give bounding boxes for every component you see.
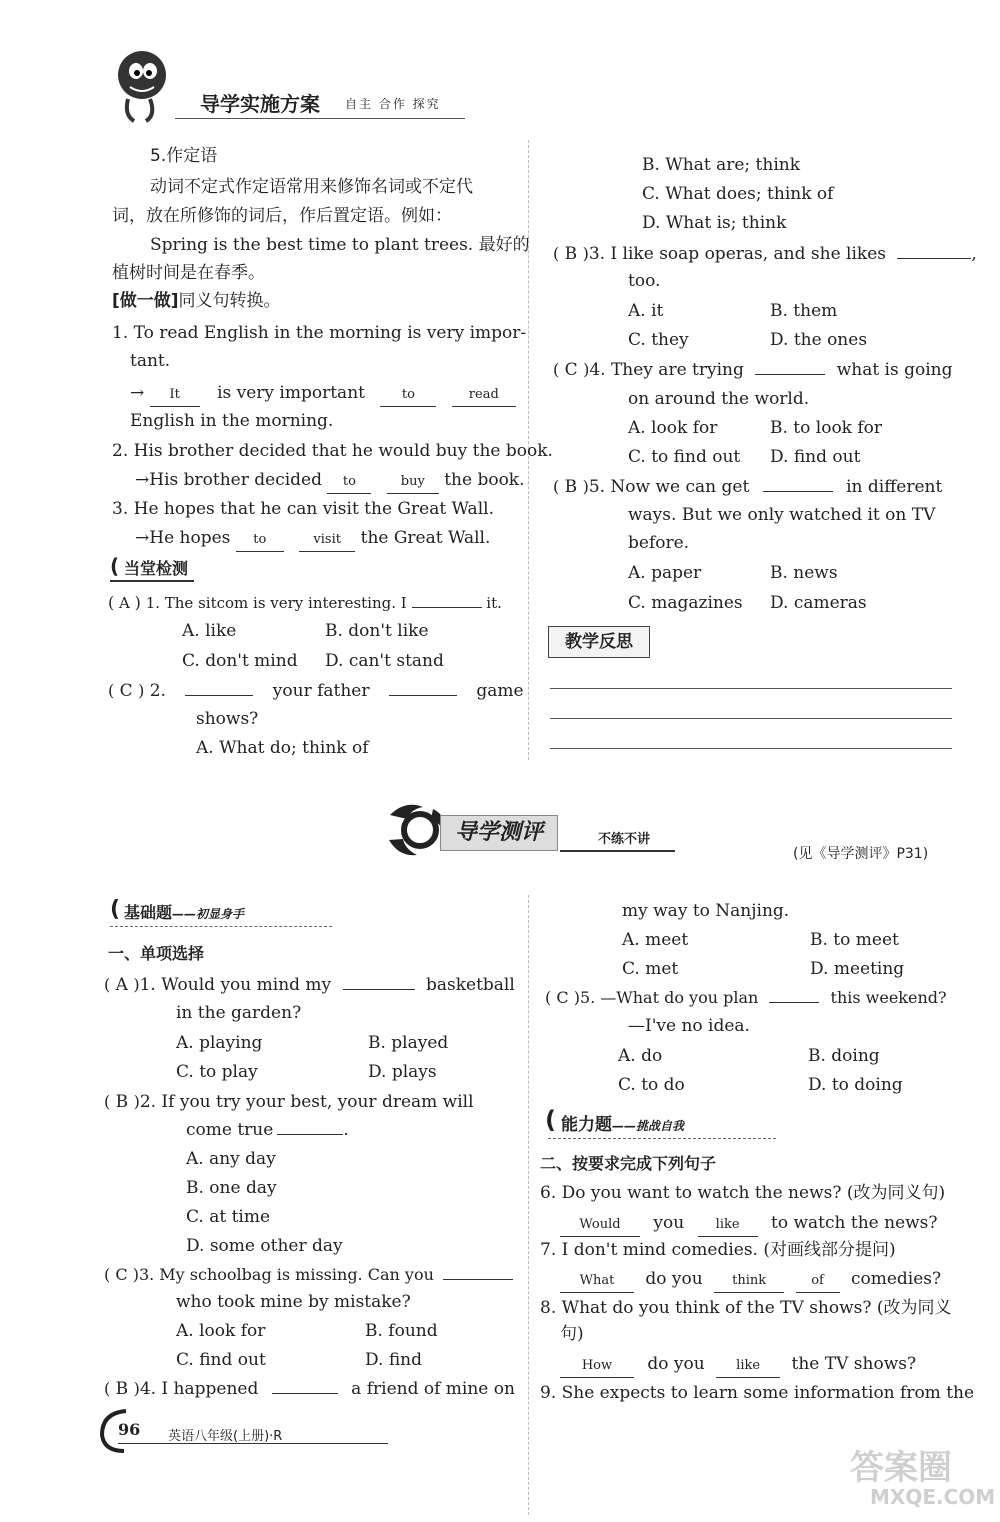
section-ability: ( 能力题——挑战自我: [545, 1106, 685, 1135]
option: D. find out: [770, 447, 861, 467]
answer-mark: C: [119, 681, 133, 701]
watermark-url: MXQE.COM: [870, 1485, 996, 1509]
rewrite-q1-cont: tant.: [130, 351, 171, 371]
basic-q4-cont: my way to Nanjing.: [622, 901, 790, 921]
answer-mark: C: [564, 360, 578, 380]
grammar-example: Spring is the best time to plant trees. 最好的: [150, 235, 530, 255]
part-heading: 一、单项选择: [108, 944, 205, 963]
option: C. don't mind: [182, 651, 298, 671]
doit-text: 同义句转换。: [178, 291, 281, 311]
answer-blank: to: [236, 529, 284, 552]
reflection-line: [550, 748, 952, 749]
grammar-text-1: 动词不定式作定语常用来修饰名词或不定代: [150, 177, 473, 197]
option: C. to play: [176, 1062, 258, 1082]
ability-q7: 7. I don't mind comedies. (对画线部分提问): [540, 1240, 896, 1260]
mascot-icon: [110, 45, 170, 115]
option: A. meet: [622, 930, 689, 950]
option: A. like: [182, 621, 237, 641]
answer-blank: It: [150, 384, 200, 407]
page-number: 96: [118, 1420, 141, 1439]
banner-title: 导学测评: [440, 815, 558, 851]
option: B. played: [368, 1033, 449, 1053]
answer-mark: B: [115, 1379, 129, 1399]
answer-blank: read: [452, 384, 516, 407]
footer-book-title: 英语八年级(上册)·R: [168, 1429, 283, 1444]
option: C. find out: [176, 1350, 266, 1370]
ability-q8-cont: 句): [560, 1324, 584, 1344]
rewrite-q1-answer-line: → It is very important to read: [130, 382, 516, 407]
option: D. to doing: [808, 1075, 903, 1095]
header-rule: [175, 118, 465, 119]
option: B. one day: [186, 1178, 277, 1198]
reflection-line: [550, 718, 952, 719]
basic-q5-cont: —I've no idea.: [628, 1016, 750, 1036]
option: B. doing: [808, 1046, 880, 1066]
basic-q4: ( B )4. I happened a friend of mine on: [104, 1379, 515, 1399]
ability-q8: 8. What do you think of the TV shows? (改为同义: [540, 1298, 952, 1318]
option: B. to look for: [770, 418, 883, 438]
answer-mark: C: [115, 1265, 128, 1284]
ability-q9: 9. She expects to learn some information from the: [540, 1383, 975, 1403]
answer-blank: buy: [387, 471, 439, 494]
option: D. the ones: [770, 330, 868, 350]
option: B. What are; think: [642, 155, 801, 175]
option: D. plays: [368, 1062, 437, 1082]
option: A. look for: [628, 418, 718, 438]
classcheck-q3-cont: too.: [628, 271, 661, 291]
watermark-logo: 答案圈: [850, 1448, 952, 1488]
banner-subtitle: 不练不讲: [598, 832, 651, 847]
option: D. meeting: [810, 959, 905, 979]
basic-q3-cont: who took mine by mistake?: [176, 1292, 411, 1312]
option: C. at time: [186, 1207, 271, 1227]
section-rule: [548, 1138, 776, 1139]
answer-mark: A: [119, 594, 130, 612]
section-rule: [110, 926, 332, 927]
basic-q2-cont: come true .: [186, 1120, 349, 1140]
option: C. magazines: [628, 593, 743, 613]
classcheck-q5: ( B )5. Now we can get in different: [553, 477, 943, 497]
answer-blank: to: [327, 471, 371, 494]
answer-blank: to: [380, 384, 436, 407]
basic-q1: ( A )1. Would you mind my basketball: [104, 975, 515, 995]
option: C. to do: [618, 1075, 685, 1095]
option: D. What is; think: [642, 213, 787, 233]
grammar-heading: 5.作定语: [150, 146, 218, 166]
ability-q6: 6. Do you want to watch the news? (改为同义句): [540, 1183, 946, 1203]
reflection-label: 教学反思: [548, 626, 650, 658]
option: C. they: [628, 330, 689, 350]
answer-mark: A: [115, 975, 128, 995]
rewrite-q3: 3. He hopes that he can visit the Great Wall.: [112, 499, 494, 519]
grammar-text-2: 词，放在所修饰的词后，作后置定语。例如：: [112, 206, 452, 226]
classcheck-q5-cont2: before.: [628, 533, 690, 553]
classcheck-q5-cont: ways. But we only watched it on TV: [628, 505, 936, 525]
section-basic: ( 基础题——初显身手: [110, 897, 245, 922]
option: A. paper: [628, 563, 702, 583]
answer-blank: visit: [299, 529, 355, 552]
basic-q5: ( C )5. —What do you plan this weekend?: [545, 988, 947, 1007]
option: A. playing: [176, 1033, 263, 1053]
rewrite-q1-end: English in the morning.: [130, 411, 334, 431]
option: A. look for: [176, 1321, 266, 1341]
classcheck-q2-cont: shows?: [196, 709, 259, 729]
reflection-line: [550, 688, 952, 689]
section-class-check: ( 当堂检测: [110, 556, 194, 582]
basic-q2: ( B )2. If you try your best, your dream will: [104, 1092, 474, 1112]
header-title: 导学实施方案: [200, 92, 320, 116]
rewrite-q1: 1. To read English in the morning is very impor-: [112, 323, 527, 343]
basic-q1-cont: in the garden?: [176, 1003, 302, 1023]
option: D. find: [365, 1350, 423, 1370]
classcheck-q1: ( A ) 1. The sitcom is very interesting. I it.: [108, 593, 502, 612]
option: D. cameras: [770, 593, 867, 613]
part-heading: 二、按要求完成下列句子: [540, 1154, 717, 1173]
rewrite-q2: 2. His brother decided that he would buy the book.: [112, 441, 553, 461]
rewrite-q3-answer-line: →He hopes to visit the Great Wall.: [135, 527, 490, 552]
option: C. met: [622, 959, 679, 979]
option: A. do: [618, 1046, 663, 1066]
option: B. news: [770, 563, 838, 583]
option: A. What do; think of: [196, 738, 369, 758]
option: A. it: [628, 301, 664, 321]
column-divider-lower: [528, 895, 529, 1515]
classcheck-q3: ( B )3. I like soap operas, and she likes ,: [553, 244, 977, 264]
classcheck-q4: ( C )4. They are trying what is going: [553, 360, 953, 380]
ability-q8-answer-line: How do you like the TV shows?: [560, 1353, 916, 1378]
basic-q3: ( C )3. My schoolbag is missing. Can you: [104, 1264, 513, 1286]
answer-mark: C: [556, 988, 569, 1007]
header-tags: 自主 合作 探究: [345, 97, 441, 111]
ability-q6-answer-line: Would you like to watch the news?: [560, 1212, 938, 1237]
option: D. some other day: [186, 1236, 343, 1256]
option: C. What does; think of: [642, 184, 834, 204]
banner-rule: [560, 850, 675, 852]
classcheck-q2: ( C ) 2. your father game: [108, 681, 524, 701]
banner-reference: (见《导学测评》P31): [793, 846, 929, 862]
answer-mark: B: [564, 244, 578, 264]
option: B. don't like: [325, 621, 429, 641]
option: B. to meet: [810, 930, 899, 950]
classcheck-q4-cont: on around the world.: [628, 389, 810, 409]
option: A. any day: [186, 1149, 276, 1169]
option: B. them: [770, 301, 838, 321]
rewrite-q2-answer-line: →His brother decided to buy the book.: [135, 469, 525, 494]
grammar-example-cn: 植树时间是在春季。: [112, 263, 265, 283]
answer-mark: B: [564, 477, 578, 497]
answer-mark: B: [115, 1092, 129, 1112]
footer-rule: [118, 1443, 388, 1444]
ability-q7-answer-line: What do you think of comedies?: [560, 1268, 941, 1293]
doit-label: [做一做]: [112, 291, 179, 311]
option: C. to find out: [628, 447, 741, 467]
option: B. found: [365, 1321, 438, 1341]
option: D. can't stand: [325, 651, 444, 671]
